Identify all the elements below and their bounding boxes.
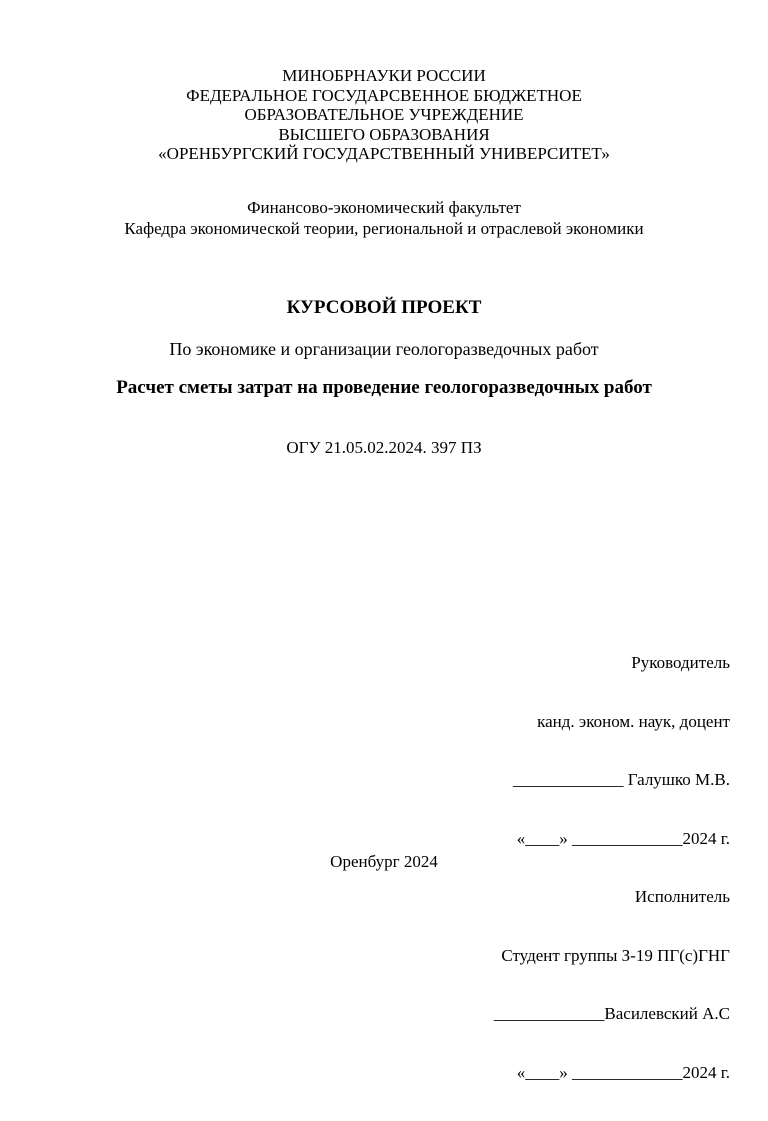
executor-group: Студент группы З-19 ПГ(с)ГНГ xyxy=(501,945,730,965)
ministry-line: МИНОБРНАУКИ РОССИИ xyxy=(282,66,486,85)
executor-signature-line: _____________Василевский А.С xyxy=(493,1004,730,1023)
document-code: ОГУ 21.05.02.2024. 397 ПЗ xyxy=(286,438,482,457)
faculty-name: Финансово-экономический факультет xyxy=(247,198,521,217)
executor-role: Исполнитель xyxy=(634,887,730,906)
department-name: Кафедра экономической теории, региональной и отраслевой экономики xyxy=(124,219,644,238)
work-type-heading: КУРСОВОЙ ПРОЕКТ xyxy=(286,297,482,318)
executor-date-line: «____» _____________2024 г. xyxy=(516,1062,730,1082)
subject-line: По экономике и организации геологоразведочных работ xyxy=(169,339,599,359)
university-header xyxy=(0,66,768,164)
supervisor-role: Руководитель xyxy=(631,653,730,672)
supervisor-degree: канд. эконом. наук, доцент xyxy=(537,711,730,731)
work-title: Расчет сметы затрат на проведение геологоразведочных работ xyxy=(116,377,652,398)
supervisor-signature-line: _____________ Галушко М.В. xyxy=(512,770,730,789)
faculty-department-block xyxy=(0,197,768,239)
ministry-line: ВЫСШЕГО ОБРАЗОВАНИЯ xyxy=(278,124,490,144)
ministry-line: ОБРАЗОВАТЕЛЬНОЕ УЧРЕЖДЕНИЕ xyxy=(244,105,524,124)
supervisor-date-line: «____» _____________2024 г. xyxy=(516,828,730,848)
university-name: «ОРЕНБУРГСКИЙ ГОСУДАРСТВЕННЫЙ УНИВЕРСИТЕТ» xyxy=(158,144,610,163)
ministry-line: ФЕДЕРАЛЬНОЕ ГОСУДАРСВЕННОЕ БЮДЖЕТНОЕ xyxy=(186,85,582,105)
city-year: Оренбург 2024 xyxy=(330,852,438,871)
